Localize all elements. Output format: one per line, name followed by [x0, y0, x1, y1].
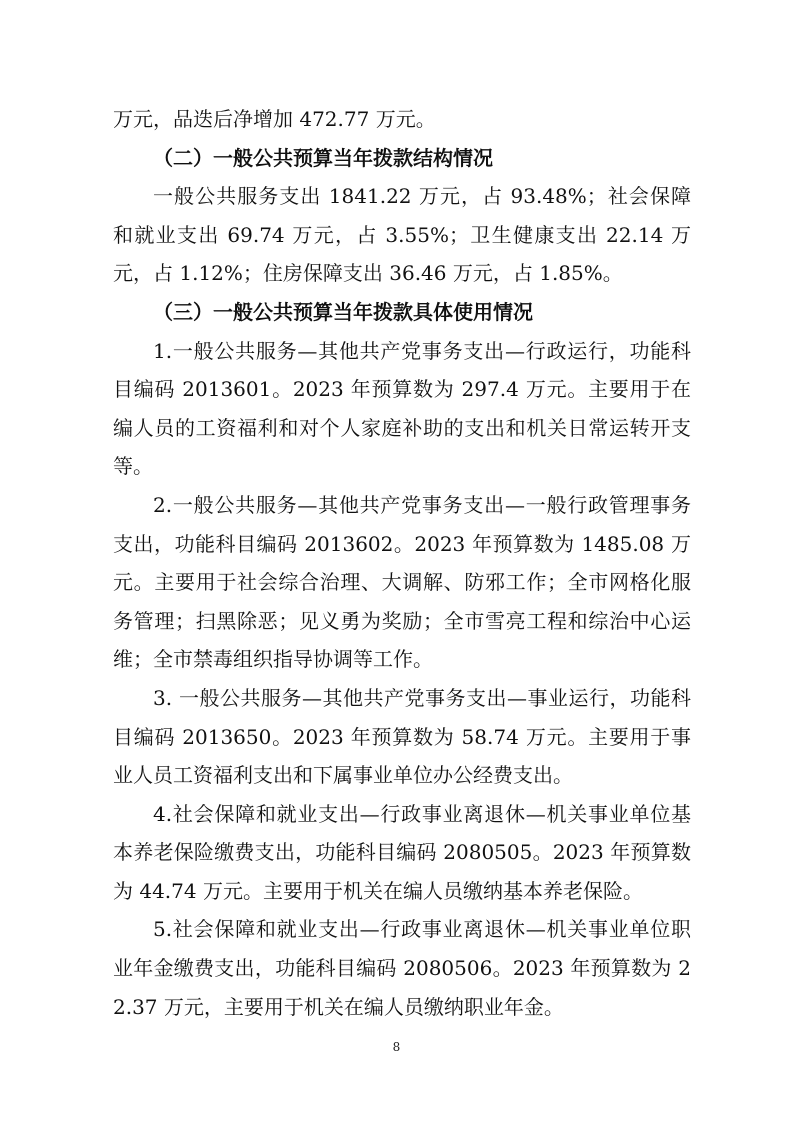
section-heading-2: （二）一般公共预算当年拨款结构情况: [153, 145, 493, 170]
paragraph-item-3: 3. 一般公共服务—其他共产党事务支出—事业运行，功能科目编码 2013650。2023 年预算数为 58.74 万元。主要用于事业人员工资福利支出和下属事业单位办公经费支出。: [113, 685, 691, 788]
page-number: 8: [392, 1040, 401, 1054]
paragraph-item-5: 5.社会保障和就业支出—行政事业离退休—机关事业单位职业年金缴费支出，功能科目编码 2080506。2023 年预算数为 22.37 万元，主要用于机关在编人员缴纳职业年金。: [113, 917, 691, 1019]
document-body: [113, 100, 691, 1026]
paragraph-item-4: 4.社会保障和就业支出—行政事业离退休—机关事业单位基本养老保险缴费支出，功能科目编码 2080505。2023 年预算数为 44.74 万元。主要用于机关在编人员缴纳基本养老保险。: [113, 801, 691, 903]
section-heading-3: （三）一般公共预算当年拨款具体使用情况: [153, 299, 533, 324]
paragraph-structure: 一般公共服务支出 1841.22 万元，占 93.48%；社会保障和就业支出 69.74 万元，占 3.55%；卫生健康支出 22.14 万元，占 1.12%；住房保障支出 36.46 万元，占 1.85%。: [113, 184, 691, 286]
paragraph-item-2: 2.一般公共服务—其他共产党事务支出—一般行政管理事务支出，功能科目编码 2013602。2023 年预算数为 1485.08 万元。主要用于社会综合治理、大调解、防邪工作；全市网格化服务管理；扫黑除恶；见义勇为奖励；全市雪亮工程和综治中心运维；全市禁毒组织指导协调等工作。: [113, 492, 691, 672]
paragraph-continuation: 万元，品迭后净增加 472.77 万元。: [113, 107, 436, 131]
paragraph-item-1: 1.一般公共服务—其他共产党事务支出—行政运行，功能科目编码 2013601。2023 年预算数为 297.4 万元。主要用于在编人员的工资福利和对个人家庭补助的支出和机关日常运转开支等。: [113, 338, 691, 479]
